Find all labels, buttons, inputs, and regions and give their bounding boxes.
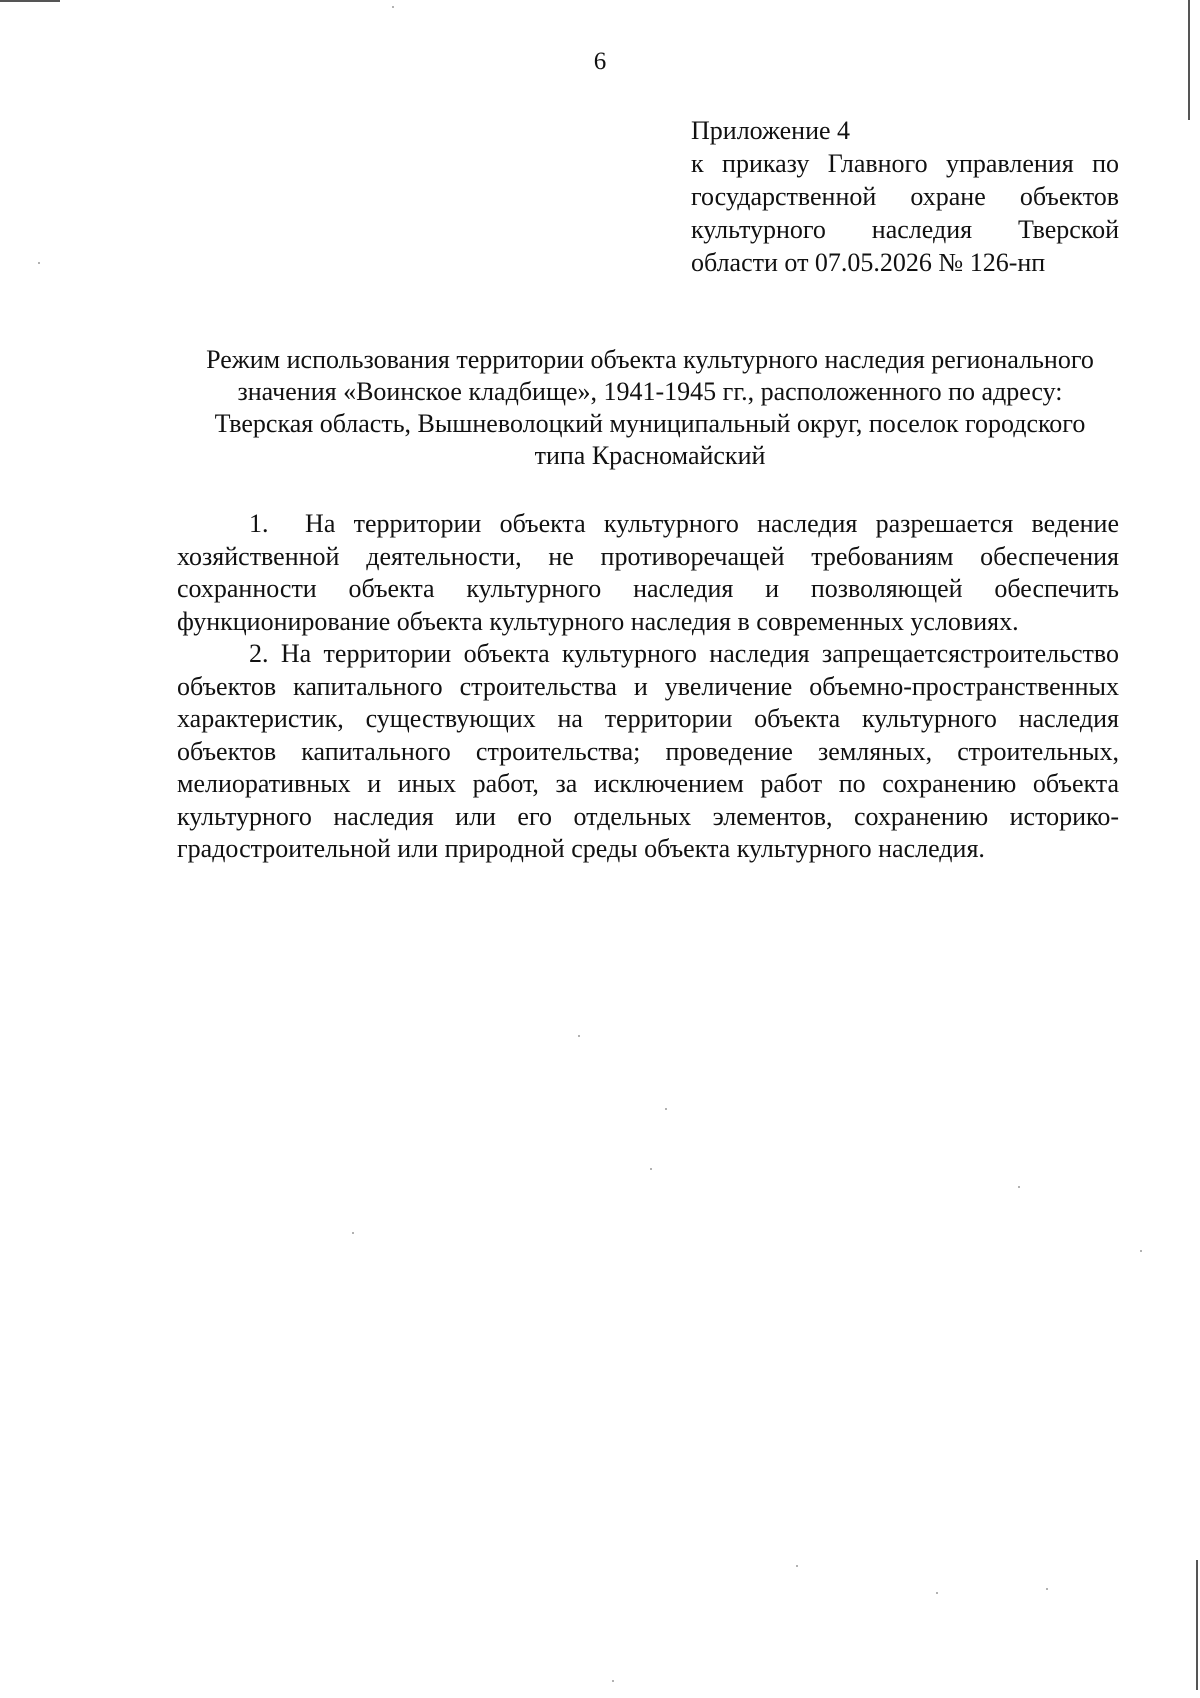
appendix-header: [691, 114, 1119, 279]
page-number: 6: [593, 48, 607, 75]
paragraph-1: [177, 508, 1119, 638]
scan-speck: [1018, 1186, 1020, 1188]
paragraph-number: 1.: [249, 509, 269, 538]
scan-speck: [665, 1108, 667, 1110]
paragraph-text: На территории объекта культурного наследия разрешается ведение хозяйственной деятельности, не противоречащей требованиям обеспечения сохранности объекта культурного наследия и позволяющей обеспечить функционирование объекта культурного наследия в современных условиях.: [177, 509, 1119, 636]
paragraph-2: [177, 638, 1119, 866]
document-title: Режим использования территории объекта культурного наследия регионального значения «Воинское кладбище», 1941-1945 гг., расположенного по адресу: Тверская область, Вышневолоцкий муниципальный округ, поселок городского типа Красномайский: [206, 345, 1094, 470]
scan-speck: [796, 1565, 798, 1567]
scan-speck: [612, 1680, 614, 1682]
document-body: [177, 508, 1119, 866]
scan-edge-mark: [0, 0, 60, 2]
scan-speck: [936, 1592, 938, 1594]
paragraph-text: На территории объекта культурного наследия запрещаетсястроительство объектов капитального строительства и увеличение объемно-пространственных характеристик, существующих на территории объекта культурного наследия объектов капитального строительства; проведение земляных, строительных, мелиоративных и иных работ, за исключением работ по сохранению объекта культурного наследия или его отдельных элементов, сохранению историко-градостроительной или природной среды объекта культурного наследия.: [177, 639, 1120, 863]
scan-speck: [1046, 1588, 1048, 1590]
scan-speck: [38, 262, 40, 264]
scan-edge-mark: [1196, 1560, 1198, 1690]
appendix-title: Приложение 4: [691, 116, 851, 145]
scan-speck: [1140, 1250, 1142, 1252]
scan-speck: [650, 1168, 652, 1170]
scan-speck: [392, 6, 394, 8]
scan-speck: [578, 1035, 580, 1037]
scan-edge-mark: [1188, 0, 1190, 120]
appendix-reference: к приказу Главного управления по государственной охране объектов культурного наследия Тверской области от 07.05.2026 № 126-нп: [691, 149, 1119, 277]
paragraph-number: 2.: [249, 639, 269, 668]
scan-speck: [352, 1232, 354, 1234]
